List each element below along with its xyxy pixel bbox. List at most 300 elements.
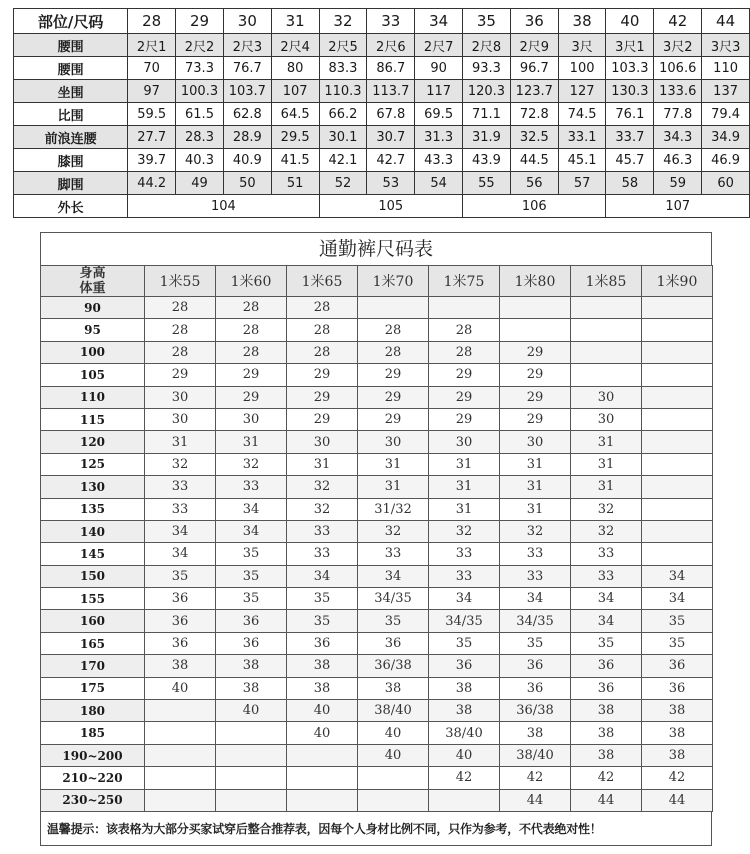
measurement-value: 120.3 (463, 80, 511, 103)
measurement-label: 脚围 (14, 172, 128, 195)
recommended-size-cell: 29 (287, 386, 358, 408)
measurement-value: 34.9 (702, 126, 750, 149)
recommended-size-cell: 28 (429, 341, 500, 363)
weight-row (41, 341, 713, 363)
measurement-value: 44.2 (128, 172, 176, 195)
weight-label: 175 (41, 677, 145, 699)
measurement-value: 117 (415, 80, 463, 103)
weight-row (41, 431, 713, 453)
recommended-size-cell (642, 498, 713, 520)
recommended-size-cell (216, 789, 287, 811)
size-measurement-table (13, 8, 750, 218)
height-header-cell: 1米85 (571, 266, 642, 297)
measurement-value: 50 (223, 172, 271, 195)
measurement-value: 40.3 (176, 149, 224, 172)
measurement-value: 96.7 (510, 57, 558, 80)
measurement-value: 130.3 (606, 80, 654, 103)
weight-row (41, 700, 713, 722)
weight-row (41, 677, 713, 699)
recommended-size-cell: 28 (287, 297, 358, 319)
recommended-size-cell: 36 (287, 632, 358, 654)
measurement-value: 2尺6 (367, 34, 415, 57)
weight-label: 145 (41, 543, 145, 565)
weight-row (41, 565, 713, 587)
measurement-value: 97 (128, 80, 176, 103)
recommended-size-cell: 30 (500, 431, 571, 453)
recommended-size-cell: 34 (429, 588, 500, 610)
weight-row (41, 364, 713, 386)
recommended-size-cell: 40 (429, 744, 500, 766)
measurement-value: 123.7 (510, 80, 558, 103)
measurement-value: 54 (415, 172, 463, 195)
measurement-value: 2尺3 (223, 34, 271, 57)
recommended-size-cell (287, 767, 358, 789)
recommended-size-cell (216, 767, 287, 789)
recommended-size-cell: 38 (571, 744, 642, 766)
measurement-label: 前浪连腰 (14, 126, 128, 149)
recommended-size-cell: 31 (429, 453, 500, 475)
recommended-size-cell: 29 (500, 408, 571, 430)
recommended-size-cell: 42 (642, 767, 713, 789)
recommended-size-cell: 35 (216, 588, 287, 610)
recommended-size-cell: 36 (642, 655, 713, 677)
measurement-value: 61.5 (176, 103, 224, 126)
weight-axis-label: 体重 (79, 281, 106, 296)
recommended-size-cell (642, 386, 713, 408)
recommended-size-cell: 44 (500, 789, 571, 811)
measurement-value: 69.5 (415, 103, 463, 126)
weight-label: 150 (41, 565, 145, 587)
measurement-value: 60 (702, 172, 750, 195)
recommended-size-cell: 28 (429, 319, 500, 341)
recommended-size-cell: 38/40 (429, 722, 500, 744)
recommended-size-cell (642, 297, 713, 319)
recommended-size-cell: 33 (216, 476, 287, 498)
height-header-cell: 1米80 (500, 266, 571, 297)
recommended-size-cell: 38 (642, 722, 713, 744)
recommended-size-cell: 38 (287, 655, 358, 677)
recommended-size-cell (500, 297, 571, 319)
measurement-value: 80 (271, 57, 319, 80)
size-header-cell: 38 (558, 9, 606, 34)
recommended-size-cell: 38/40 (500, 744, 571, 766)
measurement-value: 137 (702, 80, 750, 103)
recommended-size-cell (642, 341, 713, 363)
recommended-size-cell (642, 319, 713, 341)
size-header-cell: 34 (415, 9, 463, 34)
measurement-value: 31.9 (463, 126, 511, 149)
measurement-value: 70 (128, 57, 176, 80)
measurement-value: 39.7 (128, 149, 176, 172)
recommended-size-cell: 34/35 (429, 610, 500, 632)
recommended-size-cell (287, 789, 358, 811)
recommended-size-cell: 38/40 (358, 700, 429, 722)
recommended-size-cell: 34/35 (500, 610, 571, 632)
measurement-value: 76.7 (223, 57, 271, 80)
size-header-cell: 32 (319, 9, 367, 34)
recommended-size-cell: 28 (145, 297, 216, 319)
recommended-size-cell: 44 (642, 789, 713, 811)
recommended-size-cell: 32 (287, 498, 358, 520)
size-header-cell: 29 (176, 9, 224, 34)
measurement-value: 45.7 (606, 149, 654, 172)
measurement-label: 腰围 (14, 34, 128, 57)
height-header-cell: 1米90 (642, 266, 713, 297)
weight-row (41, 767, 713, 789)
height-header-cell: 1米75 (429, 266, 500, 297)
recommended-size-cell (429, 297, 500, 319)
recommended-size-cell: 34 (571, 610, 642, 632)
weight-label: 90 (41, 297, 145, 319)
weight-row (41, 744, 713, 766)
recommended-size-cell (642, 543, 713, 565)
measurement-value: 3尺 (558, 34, 606, 57)
weight-row (41, 498, 713, 520)
measurement-value: 64.5 (271, 103, 319, 126)
measurement-value: 45.1 (558, 149, 606, 172)
measurement-label: 腰围 (14, 57, 128, 80)
recommended-size-cell: 36 (571, 655, 642, 677)
recommended-size-cell: 34 (571, 588, 642, 610)
measurement-value: 71.1 (463, 103, 511, 126)
recommended-size-cell (145, 789, 216, 811)
recommended-size-cell: 35 (287, 588, 358, 610)
recommended-size-cell: 31 (358, 476, 429, 498)
weight-row (41, 408, 713, 430)
recommended-size-cell: 30 (358, 431, 429, 453)
recommended-size-cell: 31/32 (358, 498, 429, 520)
recommended-size-cell (642, 476, 713, 498)
weight-row (41, 319, 713, 341)
measurement-value: 53 (367, 172, 415, 195)
weight-label: 190~200 (41, 744, 145, 766)
recommended-size-cell: 38 (571, 722, 642, 744)
measurement-value: 107 (271, 80, 319, 103)
recommended-size-cell: 35 (287, 610, 358, 632)
recommended-size-cell (287, 744, 358, 766)
measurement-value: 83.3 (319, 57, 367, 80)
weight-row (41, 520, 713, 542)
measurement-value: 49 (176, 172, 224, 195)
weight-label: 120 (41, 431, 145, 453)
recommended-size-cell: 31 (571, 476, 642, 498)
measurement-value: 62.8 (223, 103, 271, 126)
recommended-size-cell: 31 (358, 453, 429, 475)
measurement-value: 43.9 (463, 149, 511, 172)
measurement-value: 86.7 (367, 57, 415, 80)
recommended-size-cell (500, 319, 571, 341)
recommended-size-cell: 29 (358, 364, 429, 386)
recommended-size-cell (145, 722, 216, 744)
recommended-size-cell: 32 (216, 453, 287, 475)
recommended-size-cell: 38 (216, 655, 287, 677)
measurement-value: 58 (606, 172, 654, 195)
size-header-cell: 40 (606, 9, 654, 34)
recommended-size-cell: 32 (358, 520, 429, 542)
weight-row (41, 655, 713, 677)
measurement-row (14, 172, 750, 195)
recommended-size-cell: 32 (429, 520, 500, 542)
recommended-size-cell: 32 (500, 520, 571, 542)
recommended-size-cell: 28 (216, 319, 287, 341)
recommended-size-cell: 40 (287, 722, 358, 744)
recommended-size-cell: 30 (571, 408, 642, 430)
recommended-size-cell: 28 (145, 319, 216, 341)
recommended-size-cell: 28 (358, 341, 429, 363)
weight-label: 135 (41, 498, 145, 520)
recommended-size-cell: 31 (145, 431, 216, 453)
measurement-value: 72.8 (510, 103, 558, 126)
weight-label: 100 (41, 341, 145, 363)
recommended-size-cell (571, 341, 642, 363)
recommended-size-cell: 36 (429, 655, 500, 677)
size-header-label: 部位/尺码 (14, 9, 128, 34)
recommended-size-cell: 33 (429, 565, 500, 587)
recommended-size-cell: 38 (500, 722, 571, 744)
measurement-value: 59 (654, 172, 702, 195)
recommended-size-cell: 34 (216, 520, 287, 542)
measurement-value: 77.8 (654, 103, 702, 126)
recommended-size-cell: 36 (145, 610, 216, 632)
weight-row (41, 588, 713, 610)
recommended-size-cell: 36/38 (358, 655, 429, 677)
measurement-value: 103.3 (606, 57, 654, 80)
recommended-size-cell: 28 (216, 341, 287, 363)
measurement-value: 3尺3 (702, 34, 750, 57)
recommended-size-cell: 34 (358, 565, 429, 587)
outer-length-value: 107 (606, 195, 750, 218)
recommended-size-cell: 30 (216, 408, 287, 430)
measurement-label: 比围 (14, 103, 128, 126)
measurement-value: 43.3 (415, 149, 463, 172)
recommended-size-cell: 31 (429, 476, 500, 498)
recommended-size-cell: 40 (145, 677, 216, 699)
recommended-size-cell: 35 (500, 632, 571, 654)
size-header-cell: 35 (463, 9, 511, 34)
measurement-value: 57 (558, 172, 606, 195)
recommended-size-cell: 29 (145, 364, 216, 386)
size-header-cell: 30 (223, 9, 271, 34)
measurement-value: 27.7 (128, 126, 176, 149)
recommended-size-cell: 40 (287, 700, 358, 722)
recommended-size-cell (642, 364, 713, 386)
recommended-size-cell: 33 (287, 543, 358, 565)
table1-header-row (14, 9, 750, 34)
recommended-size-cell: 34 (642, 588, 713, 610)
recommended-size-cell (216, 744, 287, 766)
measurement-value: 30.1 (319, 126, 367, 149)
size-header-cell: 31 (271, 9, 319, 34)
recommended-size-cell: 31 (216, 431, 287, 453)
recommended-size-cell: 33 (145, 498, 216, 520)
measurement-value: 103.7 (223, 80, 271, 103)
measurement-label: 膝围 (14, 149, 128, 172)
measurement-value: 2尺5 (319, 34, 367, 57)
recommended-size-cell: 28 (358, 319, 429, 341)
recommended-size-cell: 35 (642, 610, 713, 632)
recommended-size-cell (216, 722, 287, 744)
outer-length-value: 105 (319, 195, 462, 218)
recommended-size-cell: 36 (216, 632, 287, 654)
recommended-size-cell (571, 364, 642, 386)
measurement-value: 133.6 (654, 80, 702, 103)
weight-label: 140 (41, 520, 145, 542)
recommended-size-cell: 33 (287, 520, 358, 542)
recommended-size-cell: 38 (287, 677, 358, 699)
weight-label: 125 (41, 453, 145, 475)
weight-label: 180 (41, 700, 145, 722)
recommended-size-cell (571, 297, 642, 319)
measurement-value: 30.7 (367, 126, 415, 149)
measurement-value: 3尺1 (606, 34, 654, 57)
recommended-size-cell: 29 (358, 408, 429, 430)
measurement-value: 2尺4 (271, 34, 319, 57)
recommended-size-cell: 40 (358, 744, 429, 766)
weight-label: 165 (41, 632, 145, 654)
recommended-size-cell: 36 (500, 655, 571, 677)
weight-label: 185 (41, 722, 145, 744)
measurement-row (14, 103, 750, 126)
recommended-size-cell (429, 789, 500, 811)
measurement-value: 2尺7 (415, 34, 463, 57)
recommended-size-cell: 30 (145, 386, 216, 408)
recommended-size-cell: 30 (429, 431, 500, 453)
recommended-size-cell: 38 (145, 655, 216, 677)
measurement-value: 40.9 (223, 149, 271, 172)
measurement-value: 51 (271, 172, 319, 195)
recommended-size-cell: 31 (287, 453, 358, 475)
recommended-size-cell: 35 (216, 565, 287, 587)
recommended-size-cell: 31 (429, 498, 500, 520)
recommended-size-cell: 29 (358, 386, 429, 408)
recommended-size-cell: 32 (145, 453, 216, 475)
height-weight-corner-cell (41, 266, 145, 297)
recommended-size-cell: 44 (571, 789, 642, 811)
recommended-size-cell: 35 (358, 610, 429, 632)
measurement-value: 2尺1 (128, 34, 176, 57)
recommended-size-cell: 30 (287, 431, 358, 453)
recommended-size-cell: 30 (145, 408, 216, 430)
recommended-size-cell: 34 (145, 543, 216, 565)
measurement-value: 59.5 (128, 103, 176, 126)
weight-row (41, 453, 713, 475)
recommended-size-cell (642, 431, 713, 453)
measurement-value: 55 (463, 172, 511, 195)
measurement-row (14, 57, 750, 80)
outer-length-label: 外长 (14, 195, 128, 218)
recommended-size-cell: 36 (145, 632, 216, 654)
measurement-value: 31.3 (415, 126, 463, 149)
recommended-size-cell: 32 (571, 520, 642, 542)
weight-label: 110 (41, 386, 145, 408)
measurement-value: 93.3 (463, 57, 511, 80)
weight-label: 210~220 (41, 767, 145, 789)
recommended-size-cell (358, 767, 429, 789)
recommended-size-cell: 38 (642, 744, 713, 766)
weight-row (41, 297, 713, 319)
recommended-size-cell: 29 (429, 386, 500, 408)
recommended-size-cell: 31 (500, 498, 571, 520)
measurement-value: 110 (702, 57, 750, 80)
measurement-value: 44.5 (510, 149, 558, 172)
weight-label: 115 (41, 408, 145, 430)
recommended-size-cell: 34 (145, 520, 216, 542)
recommended-size-cell: 34/35 (358, 588, 429, 610)
recommended-size-cell (358, 789, 429, 811)
recommended-size-cell: 33 (500, 565, 571, 587)
recommended-size-cell: 42 (500, 767, 571, 789)
recommended-size-cell: 38 (429, 700, 500, 722)
measurement-value: 76.1 (606, 103, 654, 126)
measurement-value: 46.3 (654, 149, 702, 172)
measurement-value: 42.7 (367, 149, 415, 172)
recommended-size-cell: 35 (571, 632, 642, 654)
measurement-value: 100.3 (176, 80, 224, 103)
recommended-size-cell (145, 700, 216, 722)
measurement-value: 127 (558, 80, 606, 103)
height-weight-size-table (40, 265, 713, 812)
recommended-size-cell: 33 (429, 543, 500, 565)
measurement-row (14, 126, 750, 149)
measurement-value: 2尺9 (510, 34, 558, 57)
recommended-size-cell: 31 (500, 476, 571, 498)
measurement-value: 46.9 (702, 149, 750, 172)
recommended-size-cell: 29 (500, 364, 571, 386)
recommended-size-cell: 29 (287, 364, 358, 386)
recommended-size-cell: 33 (145, 476, 216, 498)
weight-row (41, 722, 713, 744)
recommended-size-cell: 36 (358, 632, 429, 654)
measurement-row (14, 80, 750, 103)
recommended-size-cell: 35 (642, 632, 713, 654)
measurement-value: 42.1 (319, 149, 367, 172)
warm-tip-note: 温馨提示：该表格为大部分买家试穿后整合推荐表，因每个人身材比例不同，只作为参考，不代表绝对性！ (40, 812, 712, 846)
recommended-size-cell (642, 520, 713, 542)
recommended-size-cell: 36/38 (500, 700, 571, 722)
recommended-size-cell: 38 (429, 677, 500, 699)
measurement-value: 32.5 (510, 126, 558, 149)
recommended-size-cell: 29 (429, 408, 500, 430)
recommended-size-cell: 29 (287, 408, 358, 430)
recommended-size-cell: 35 (429, 632, 500, 654)
recommended-size-cell: 38 (571, 700, 642, 722)
measurement-value: 29.5 (271, 126, 319, 149)
recommended-size-cell: 38 (642, 700, 713, 722)
recommended-size-cell: 36 (500, 677, 571, 699)
weight-label: 170 (41, 655, 145, 677)
recommended-size-cell: 29 (500, 341, 571, 363)
weight-row (41, 476, 713, 498)
recommended-size-cell: 33 (571, 565, 642, 587)
commute-pants-size-chart (40, 232, 712, 846)
size-header-cell: 33 (367, 9, 415, 34)
measurement-value: 34.3 (654, 126, 702, 149)
weight-label: 95 (41, 319, 145, 341)
measurement-value: 52 (319, 172, 367, 195)
outer-length-value: 106 (463, 195, 606, 218)
recommended-size-cell: 31 (500, 453, 571, 475)
recommended-size-cell: 34 (216, 498, 287, 520)
recommended-size-cell: 42 (571, 767, 642, 789)
measurement-value: 74.5 (558, 103, 606, 126)
recommended-size-cell: 31 (571, 453, 642, 475)
recommended-size-cell: 28 (216, 297, 287, 319)
recommended-size-cell: 29 (429, 364, 500, 386)
recommended-size-cell: 28 (287, 341, 358, 363)
measurement-row (14, 34, 750, 57)
measurement-value: 79.4 (702, 103, 750, 126)
measurement-value: 67.8 (367, 103, 415, 126)
